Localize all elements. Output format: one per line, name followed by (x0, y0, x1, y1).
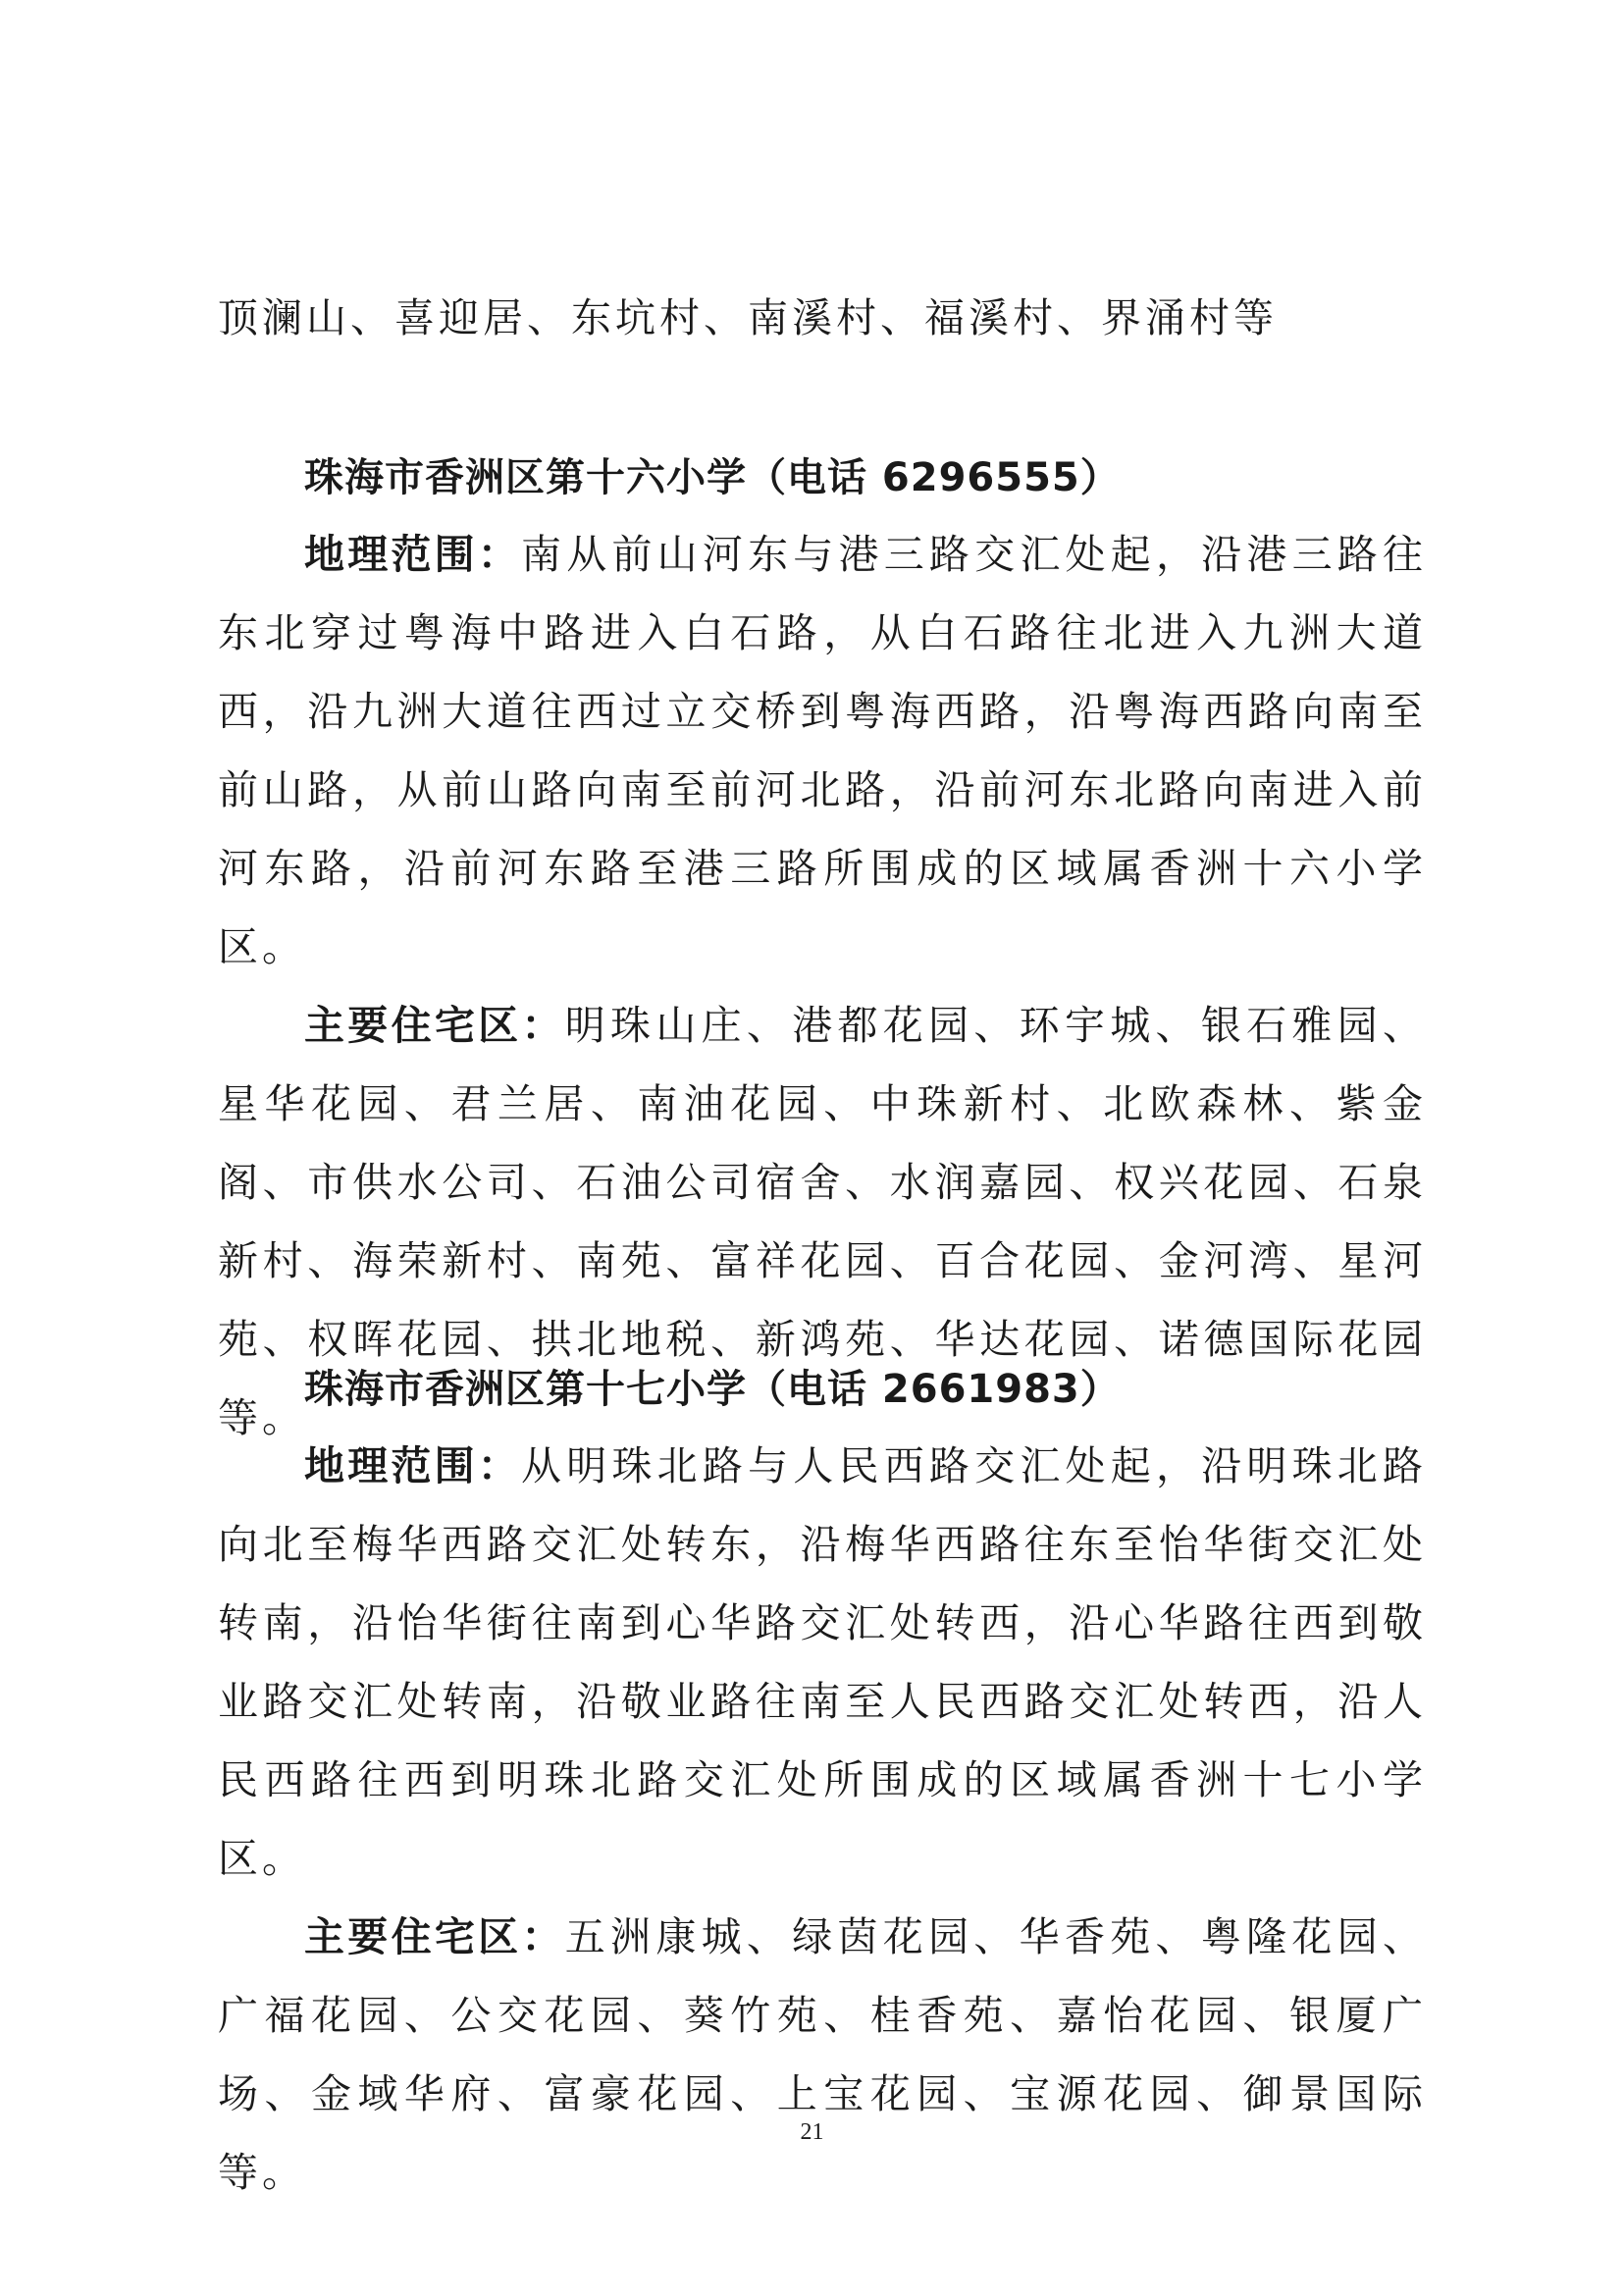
school-section-17 (218, 1427, 1427, 2212)
geographic-scope-label: 地理范围： (304, 531, 522, 578)
residential-areas-label: 主要住宅区： (304, 1002, 565, 1049)
page-number: 21 (800, 2119, 824, 2145)
geographic-scope-paragraph (218, 515, 1427, 986)
residential-areas-text: 五洲康城、绿茵花园、华香苑、粤隆花园、广福花园、公交花园、葵竹苑、桂香苑、嘉怡花园、银厦广场、金域华府、富豪花园、上宝花园、宝源花园、御景国际等。 (218, 1913, 1427, 2196)
residential-areas-paragraph (218, 1898, 1427, 2212)
school-title-16: 珠海市香洲区第十六小学（电话 6296555） (304, 455, 1121, 500)
residential-areas-label: 主要住宅区： (304, 1913, 565, 1960)
residential-areas-text: 明珠山庄、港都花园、环宇城、银石雅园、星华花园、君兰居、南油花园、中珠新村、北欧森林、紫金阁、市供水公司、石油公司宿舍、水润嘉园、权兴花园、石泉新村、海荣新村、南苑、富祥花园、百合花园、金河湾、星河苑、权晖花园、拱北地税、新鸿苑、华达花园、诺德国际花园等。 (218, 1002, 1427, 1441)
geographic-scope-text: 从明珠北路与人民西路交汇处起，沿明珠北路向北至梅华西路交汇处转东，沿梅华西路往东至怡华街交汇处转南，沿怡华街往南到心华路交汇处转西，沿心华路往西到敬业路交汇处转南，沿敬业路往南至人民西路交汇处转西，沿人民西路往西到明珠北路交汇处所围成的区域属香洲十七小学区。 (218, 1442, 1428, 1882)
geographic-scope-text: 南从前山河东与港三路交汇处起，沿港三路往东北穿过粤海中路进入白石路，从白石路往北进入九洲大道西，沿九洲大道往西过立交桥到粤海西路，沿粤海西路向南至前山路，从前山路向南至前河北路，沿前河东北路向南进入前河东路，沿前河东路至港三路所围成的区域属香洲十六小学区。 (218, 531, 1428, 970)
geographic-scope-paragraph (218, 1427, 1427, 1898)
school-section-16 (218, 515, 1427, 1457)
continuation-paragraph: 顶澜山、喜迎居、东坑村、南溪村、福溪村、界涌村等 (218, 294, 1278, 341)
school-title-17: 珠海市香洲区第十七小学（电话 2661983） (304, 1367, 1121, 1412)
geographic-scope-label: 地理范围： (304, 1442, 522, 1489)
